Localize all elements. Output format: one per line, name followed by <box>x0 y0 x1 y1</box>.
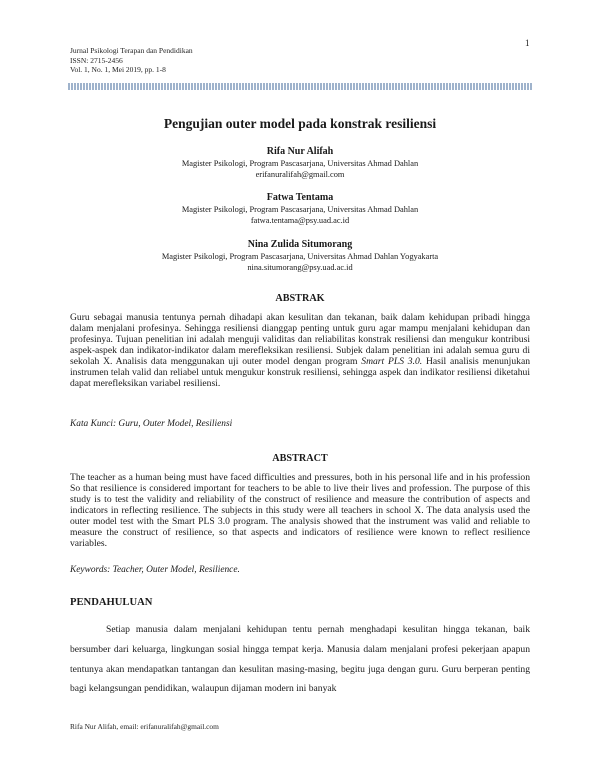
pendahuluan-heading: PENDAHULUAN <box>70 597 153 608</box>
author-block-2 <box>0 192 600 226</box>
abstrak-text-software: Smart PLS 3.0. <box>361 356 423 367</box>
page-number: 1 <box>525 38 530 48</box>
footer-author-email: Rifa Nur Alifah, email: erifanuralifah@gmail.com <box>70 722 219 731</box>
author-name: Rifa Nur Alifah <box>266 146 334 157</box>
author-email: erifanuralifah@gmail.com <box>255 170 345 179</box>
abstrak-keywords: Kata Kunci: Guru, Outer Model, Resiliensi <box>70 419 233 429</box>
author-email: fatwa.tentama@psy.uad.ac.id <box>250 216 350 225</box>
pendahuluan-text: Setiap manusia dalam menjalani kehidupan tentu pernah menghadapi kesulitan hingga tekanan, baik bersumber dari keluarga, lingkungan sosial hingga tempat kerja. Manusia dalam menjalani profesi pekerjaan apapun tentunya akan mendapatkan tantangan dan kesulitan masing-masing, begitu juga dengan guru. Guru berperan penting bagi kelangsungan pendidikan, walaupun dijaman modern ini banyak <box>70 624 530 695</box>
journal-volume: Vol. 1, No. 1, Mei 2019, pp. 1-8 <box>70 65 166 74</box>
journal-issn: ISSN: 2715-2456 <box>70 55 123 65</box>
header-divider <box>68 83 532 90</box>
author-affiliation: Magister Psikologi, Program Pascasarjana, Universitas Ahmad Dahlan <box>181 205 419 214</box>
paper-title: Pengujian outer model pada konstrak resiliensi <box>163 116 437 131</box>
abstrak-heading: ABSTRAK <box>275 293 325 304</box>
abstract-heading: ABSTRACT <box>272 453 328 464</box>
author-block-3 <box>0 239 600 273</box>
author-block-1 <box>0 146 600 180</box>
abstrak-text-part-1: Guru sebagai manusia tentunya pernah dihadapi akan kesulitan dan tekanan, baik dalam kehidupan pribadi hingga dalam menjalani profesinya. Sehingga resiliensi dianggap penting untuk guru agar mampu menjalani kehidupan dan profesinya. Tujuan penelitian ini adalah menguji validitas dan reliabilitas konstrak resiliensi dan mengukur kontribusi aspek-aspek dan indikator-indikator dalam merefleksikan resiliensi. Subjek dalam penelitian ini adalah semua guru di sekolah X. Analisis data menggunakan uji outer model dengan program <box>70 312 530 367</box>
author-name: Fatwa Tentama <box>266 192 334 203</box>
journal-name: Jurnal Psikologi Terapan dan Pendidikan <box>70 46 193 55</box>
journal-header <box>70 46 193 75</box>
abstract-text: The teacher as a human being must have faced difficulties and pressures, both in his personal life and in his profession So that resilience is considered important for teachers to be able to live their lives and profession. The purpose of this study is to test the validity and reliability of the construct of resilience and measure the contribution of aspects and indicators in reflecting resilience. The subjects in this study were all teachers in school X. The data analysis used the outer model test with the Smart PLS 3.0 program. The analysis showed that the instrument was valid and reliable to measure the construct of resilience, so that aspects and indicators of resilience were known to reflect resilience variables. <box>70 472 530 549</box>
author-name: Nina Zulida Situmorang <box>247 239 353 250</box>
abstrak-text <box>70 312 530 389</box>
abstract-keywords: Keywords: Teacher, Outer Model, Resilience. <box>70 565 240 575</box>
author-affiliation: Magister Psikologi, Program Pascasarjana, Universitas Ahmad Dahlan <box>181 159 419 168</box>
author-affiliation: Magister Psikologi, Program Pascasarjana, Universitas Ahmad Dahlan Yogyakarta <box>161 252 439 261</box>
author-email: nina.situmorang@psy.uad.ac.id <box>247 263 353 272</box>
abstrak-text-part-2: Hasil analisis menunjukan instrumen telah valid dan reliabel untuk mengukur konstruk resiliensi, sehingga aspek dan indikator resiliensi diketahui dapat merefleksikan variabel resiliensi. <box>70 356 530 389</box>
